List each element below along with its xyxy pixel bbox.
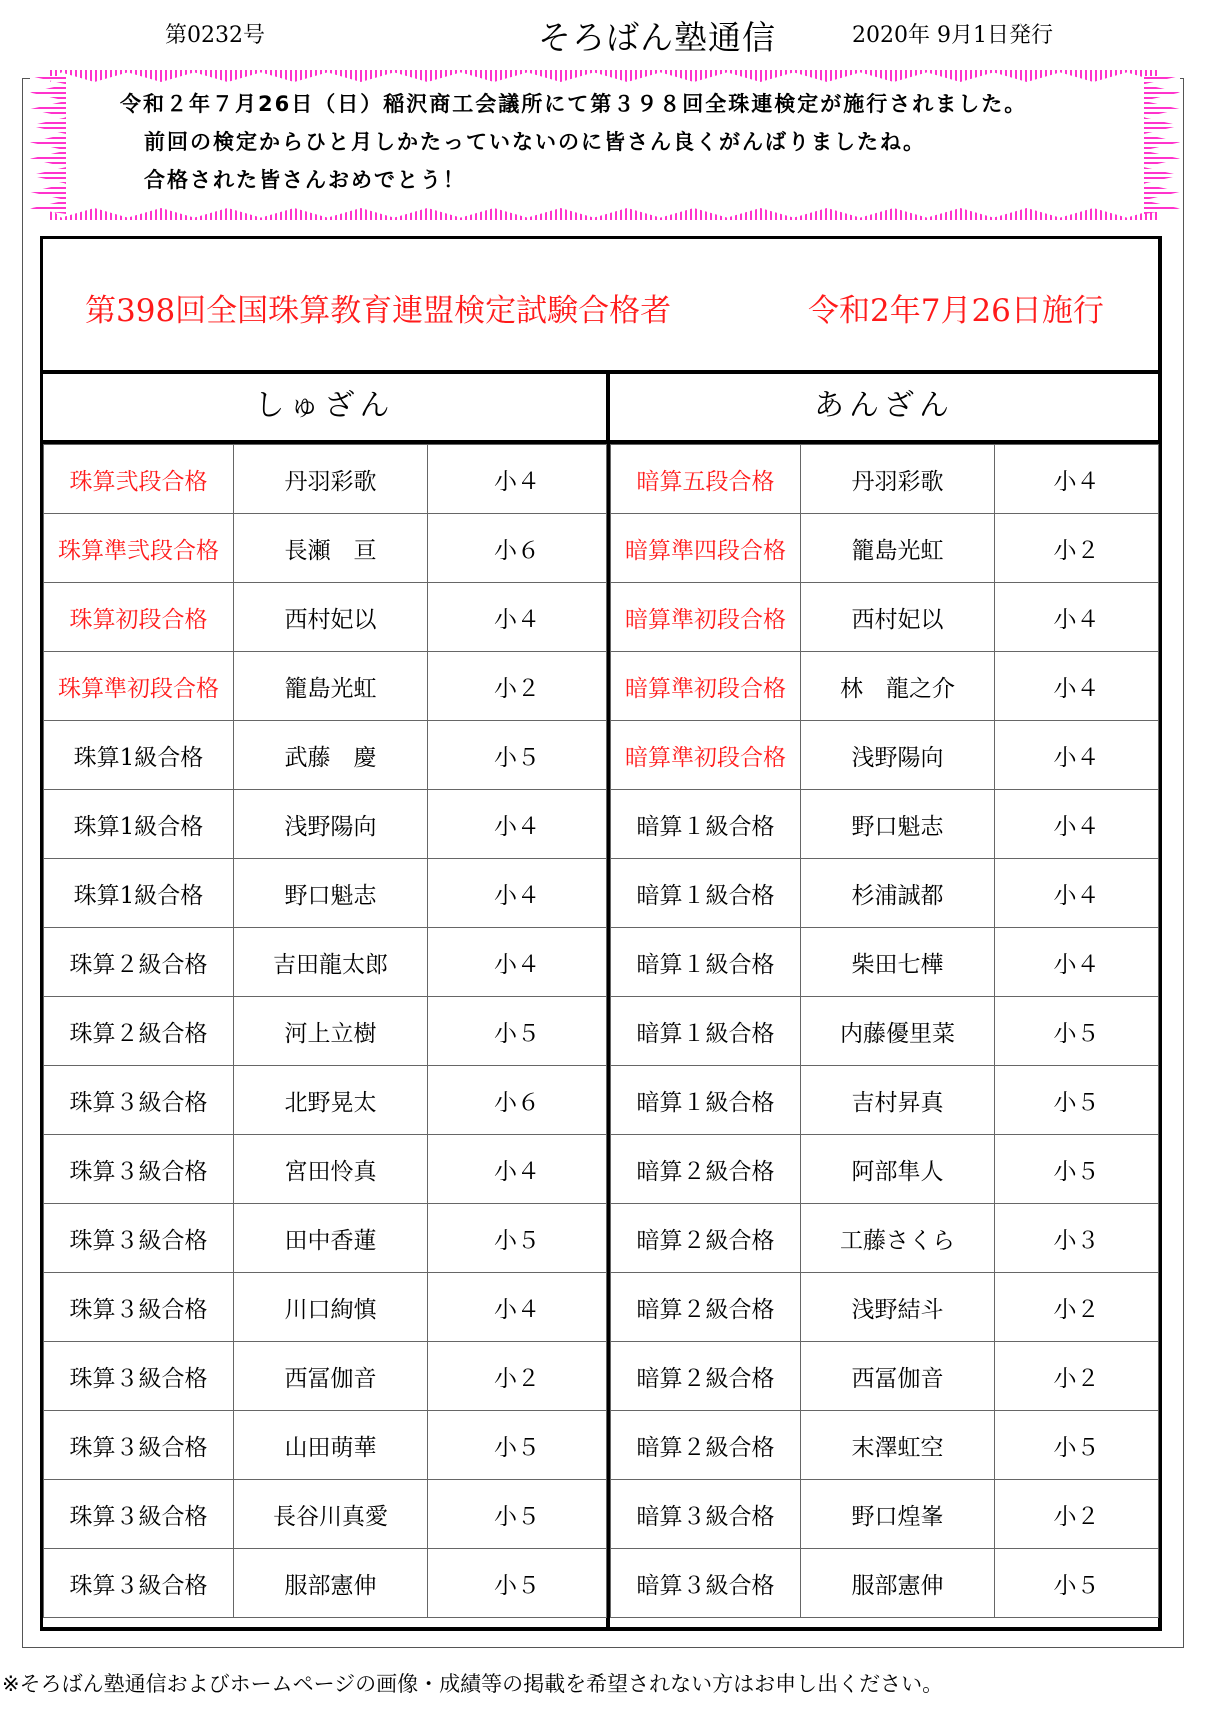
grade-cell: 小４ [428, 1273, 607, 1342]
rank-cell: 暗算１級合格 [611, 997, 801, 1066]
table-row [611, 790, 1159, 859]
grade-cell: 小５ [428, 1204, 607, 1273]
grade-cell: 小６ [428, 514, 607, 583]
grade-cell: 小４ [428, 445, 607, 514]
notice-line: 令和２年７月26日（日）稲沢商工会議所にて第３９８回全珠連検定が施行されました。 [120, 92, 1028, 116]
results-title-bar [43, 239, 1158, 374]
table-row [611, 1204, 1159, 1273]
grade-cell: 小４ [995, 721, 1159, 790]
anzan-heading: あんざん [610, 374, 1158, 444]
name-cell: 西村妃以 [801, 583, 995, 652]
grade-cell: 小４ [428, 1135, 607, 1204]
name-cell: 内藤優里菜 [801, 997, 995, 1066]
table-row [44, 583, 607, 652]
name-cell: 阿部隼人 [801, 1135, 995, 1204]
grade-cell: 小５ [995, 997, 1159, 1066]
table-row [611, 928, 1159, 997]
name-cell: 浅野結斗 [801, 1273, 995, 1342]
name-cell: 工藤さくら [801, 1204, 995, 1273]
table-row [611, 997, 1159, 1066]
rank-cell: 暗算２級合格 [611, 1342, 801, 1411]
grade-cell: 小４ [995, 652, 1159, 721]
table-row [44, 514, 607, 583]
grade-cell: 小２ [995, 1342, 1159, 1411]
rank-cell: 珠算３級合格 [44, 1480, 234, 1549]
table-row [44, 445, 607, 514]
grade-cell: 小４ [995, 790, 1159, 859]
grade-cell: 小４ [995, 445, 1159, 514]
table-row [44, 652, 607, 721]
grade-cell: 小５ [428, 997, 607, 1066]
name-cell: 浅野陽向 [801, 721, 995, 790]
table-row [44, 790, 607, 859]
decorative-border-right [1144, 76, 1180, 214]
table-row [44, 928, 607, 997]
name-cell: 武藤 慶 [234, 721, 428, 790]
table-row [611, 1411, 1159, 1480]
rank-cell: 珠算1級合格 [44, 721, 234, 790]
newsletter-title: そろばん塾通信 [538, 18, 776, 57]
name-cell: 服部憲伸 [801, 1549, 995, 1618]
rank-cell: 珠算1級合格 [44, 790, 234, 859]
rank-cell: 珠算３級合格 [44, 1273, 234, 1342]
rank-cell: 珠算初段合格 [44, 583, 234, 652]
rank-cell: 珠算３級合格 [44, 1204, 234, 1273]
grade-cell: 小４ [428, 928, 607, 997]
grade-cell: 小３ [995, 1204, 1159, 1273]
decorative-border-top [50, 70, 1160, 82]
name-cell: 末澤虹空 [801, 1411, 995, 1480]
notice-box [30, 70, 1180, 220]
rank-cell: 暗算２級合格 [611, 1273, 801, 1342]
rank-cell: 珠算1級合格 [44, 859, 234, 928]
soroban-heading: しゅざん [43, 374, 606, 444]
grade-cell: 小２ [995, 1273, 1159, 1342]
table-row [611, 1273, 1159, 1342]
grade-cell: 小５ [995, 1549, 1159, 1618]
rank-cell: 暗算３級合格 [611, 1480, 801, 1549]
name-cell: 丹羽彩歌 [234, 445, 428, 514]
name-cell: 丹羽彩歌 [801, 445, 995, 514]
grade-cell: 小５ [995, 1135, 1159, 1204]
rank-cell: 珠算準初段合格 [44, 652, 234, 721]
table-row [44, 1549, 607, 1618]
table-row [611, 721, 1159, 790]
table-row [44, 997, 607, 1066]
table-row [611, 859, 1159, 928]
notice-line: 前回の検定からひと月しかたっていないのに皆さん良くがんばりましたね。 [144, 130, 926, 154]
rank-cell: 珠算３級合格 [44, 1342, 234, 1411]
notice-line: 合格された皆さんおめでとう！ [144, 168, 466, 192]
grade-cell: 小５ [428, 1549, 607, 1618]
name-cell: 長谷川真愛 [234, 1480, 428, 1549]
table-row [611, 1135, 1159, 1204]
name-cell: 籠島光虹 [801, 514, 995, 583]
rank-cell: 珠算３級合格 [44, 1135, 234, 1204]
name-cell: 西冨伽音 [234, 1342, 428, 1411]
name-cell: 河上立樹 [234, 997, 428, 1066]
name-cell: 籠島光虹 [234, 652, 428, 721]
name-cell: 林 龍之介 [801, 652, 995, 721]
rank-cell: 暗算準四段合格 [611, 514, 801, 583]
rank-cell: 暗算準初段合格 [611, 583, 801, 652]
grade-cell: 小４ [995, 583, 1159, 652]
issue-number: 第0232号 [165, 23, 265, 48]
soroban-results [43, 444, 607, 1618]
rank-cell: 珠算３級合格 [44, 1411, 234, 1480]
grade-cell: 小２ [995, 514, 1159, 583]
name-cell: 吉村昇真 [801, 1066, 995, 1135]
table-row [44, 1273, 607, 1342]
grade-cell: 小５ [995, 1066, 1159, 1135]
rank-cell: 珠算弐段合格 [44, 445, 234, 514]
results-title: 第398回全国珠算教育連盟検定試験合格者 [85, 293, 672, 329]
results-table [40, 236, 1162, 1631]
name-cell: 服部憲伸 [234, 1549, 428, 1618]
results-date: 令和2年7月26日施行 [808, 293, 1104, 329]
name-cell: 宮田怜真 [234, 1135, 428, 1204]
grade-cell: 小４ [428, 583, 607, 652]
grade-cell: 小２ [428, 652, 607, 721]
decorative-border-left [30, 76, 66, 214]
anzan-results [610, 444, 1159, 1618]
issue-date: 2020年 9月1日発行 [852, 23, 1053, 48]
grade-cell: 小４ [995, 859, 1159, 928]
rank-cell: 珠算３級合格 [44, 1066, 234, 1135]
table-row [611, 652, 1159, 721]
table-row [611, 583, 1159, 652]
rank-cell: 暗算五段合格 [611, 445, 801, 514]
name-cell: 北野晃太 [234, 1066, 428, 1135]
grade-cell: 小４ [428, 790, 607, 859]
table-row [611, 445, 1159, 514]
table-row [611, 1549, 1159, 1618]
rank-cell: 暗算準初段合格 [611, 652, 801, 721]
grade-cell: 小４ [428, 859, 607, 928]
name-cell: 野口魁志 [234, 859, 428, 928]
grade-cell: 小５ [428, 721, 607, 790]
rank-cell: 暗算１級合格 [611, 1066, 801, 1135]
grade-cell: 小２ [428, 1342, 607, 1411]
table-row [611, 514, 1159, 583]
name-cell: 野口魁志 [801, 790, 995, 859]
table-row [44, 1411, 607, 1480]
rank-cell: 暗算２級合格 [611, 1411, 801, 1480]
table-row [44, 1204, 607, 1273]
name-cell: 長瀬 亘 [234, 514, 428, 583]
table-row [44, 1135, 607, 1204]
rank-cell: 暗算１級合格 [611, 928, 801, 997]
name-cell: 野口煌峯 [801, 1480, 995, 1549]
table-row [44, 1342, 607, 1411]
rank-cell: 暗算準初段合格 [611, 721, 801, 790]
rank-cell: 珠算３級合格 [44, 1549, 234, 1618]
rank-cell: 暗算１級合格 [611, 859, 801, 928]
name-cell: 西村妃以 [234, 583, 428, 652]
grade-cell: 小４ [995, 928, 1159, 997]
decorative-border-bottom [50, 208, 1160, 220]
name-cell: 杉浦誠都 [801, 859, 995, 928]
newsletter-header [0, 12, 1207, 57]
footnote: ※そろばん塾通信およびホームページの画像・成績等の掲載を希望されない方はお申し出ください。 [2, 1672, 944, 1696]
table-row [44, 859, 607, 928]
table-row [44, 1480, 607, 1549]
grade-cell: 小５ [995, 1411, 1159, 1480]
name-cell: 吉田龍太郎 [234, 928, 428, 997]
table-row [44, 721, 607, 790]
name-cell: 山田萌華 [234, 1411, 428, 1480]
name-cell: 柴田七樺 [801, 928, 995, 997]
name-cell: 田中香蓮 [234, 1204, 428, 1273]
name-cell: 西冨伽音 [801, 1342, 995, 1411]
name-cell: 川口絢慎 [234, 1273, 428, 1342]
table-row [611, 1480, 1159, 1549]
rank-cell: 珠算２級合格 [44, 928, 234, 997]
table-row [44, 1066, 607, 1135]
table-row [611, 1066, 1159, 1135]
grade-cell: 小５ [428, 1480, 607, 1549]
rank-cell: 暗算１級合格 [611, 790, 801, 859]
rank-cell: 暗算２級合格 [611, 1204, 801, 1273]
rank-cell: 珠算２級合格 [44, 997, 234, 1066]
name-cell: 浅野陽向 [234, 790, 428, 859]
grade-cell: 小２ [995, 1480, 1159, 1549]
rank-cell: 暗算３級合格 [611, 1549, 801, 1618]
rank-cell: 珠算準弐段合格 [44, 514, 234, 583]
table-row [611, 1342, 1159, 1411]
grade-cell: 小５ [428, 1411, 607, 1480]
grade-cell: 小６ [428, 1066, 607, 1135]
rank-cell: 暗算２級合格 [611, 1135, 801, 1204]
